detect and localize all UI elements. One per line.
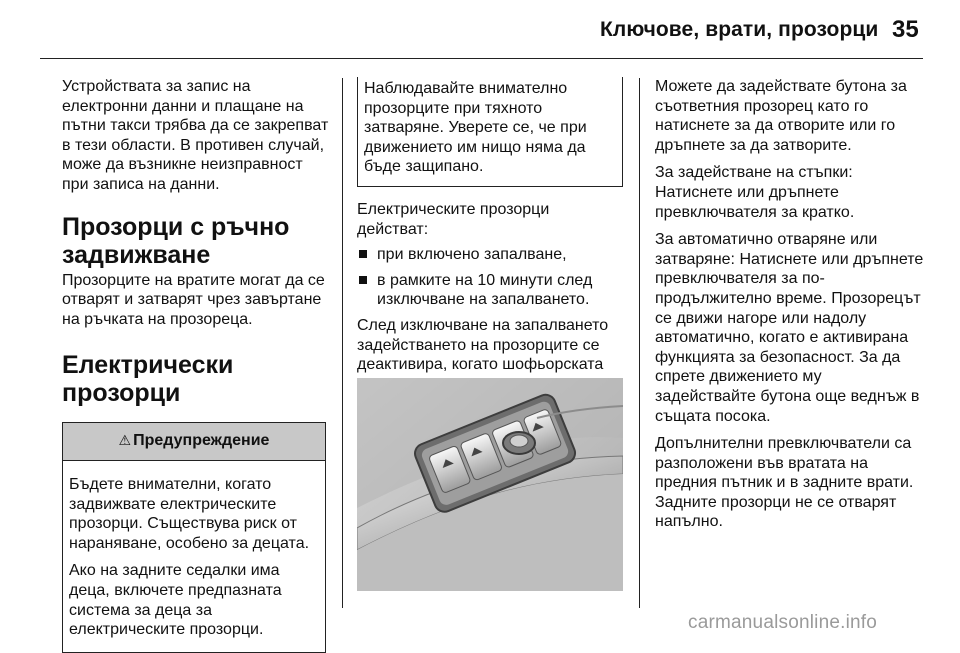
page-title: Ключове, врати, прозорци [600,18,879,41]
footer-watermark: carmanualsonline.info [688,612,878,633]
column-2 [357,77,623,402]
bullet-square-icon [359,276,367,284]
warning-body [63,461,325,652]
auto-operation-paragraph: За автоматично отваряне или затваряне: Натиснете или дръпнете превключвателя за по-продължително време. Прозорецът се движи нагоре или надолу автоматично, когато е активирана функцията за безопасност. За да спрете движението му задействайте бутона още веднъж в същата посока. [655,231,924,425]
warning-continued-text: Наблюдавайте внимателно прозорците при тяхното затваряне. Уверете се, че при движението им нищо няма да бъде защипано. [364,80,587,176]
intro-paragraph: Устройствата за запис на електронни данни и плащане на пътни такси трябва да се закрепват в тези области. В противен случай, може да възникне неизправност при записа на данни. [62,78,329,193]
list-item: при включено запалване, [357,245,623,265]
operate-conditions-list [357,245,623,310]
warning-box-continued [357,77,623,187]
column-1 [62,77,330,653]
list-item: в рамките на 10 минути след изключване на запалването. [357,271,623,310]
warning-title: Предупреждение [133,432,270,450]
column-divider-right [639,78,640,608]
column-divider-left [342,78,343,608]
bullet-square-icon [359,250,367,258]
after-ignition-text: След изключване на запалването задействането на прозорците се деактивира, когато шофьорската [357,316,609,374]
manual-windows-text: Прозорците на вратите могат да се отварят и затварят чрез завъртане на ръчката на прозореца. [62,271,325,328]
operate-intro: Електрическите прозорци действат: [357,200,550,238]
warning-header [63,423,325,461]
window-switch-panel-illustration [357,378,623,591]
step-operation-paragraph: За задействане на стъпки: Натиснете или дръпнете превключвателя за кратко. [655,164,855,221]
warning-paragraph-2: Ако на задните седалки има деца, включете предпазната система за деца за електрическите прозорци. [69,562,282,639]
warning-paragraph-1: Бъдете внимателни, когато задвижвате електрическите прозорци. Съществува риск от нараняване, особено за децата. [69,475,310,552]
operation-paragraph: Можете да задействате бутона за съответния прозорец като го натиснете за да отворите или го дръпнете за да затворите. [655,78,907,154]
manual-windows-heading: Прозорци с ръчно задвижване [62,212,290,269]
page-number: 35 [892,16,919,43]
column-3 [655,77,925,540]
warning-box [62,422,326,652]
electric-windows-heading: Електрически прозорци [62,351,234,408]
warning-triangle-icon: ⚠ [118,432,132,449]
header-divider [40,58,923,59]
additional-switches-paragraph: Допълнителни превключватели са разположени във вратата на предния пътник и в задните врати. Задните прозорци не се отварят напълно. [655,435,914,531]
